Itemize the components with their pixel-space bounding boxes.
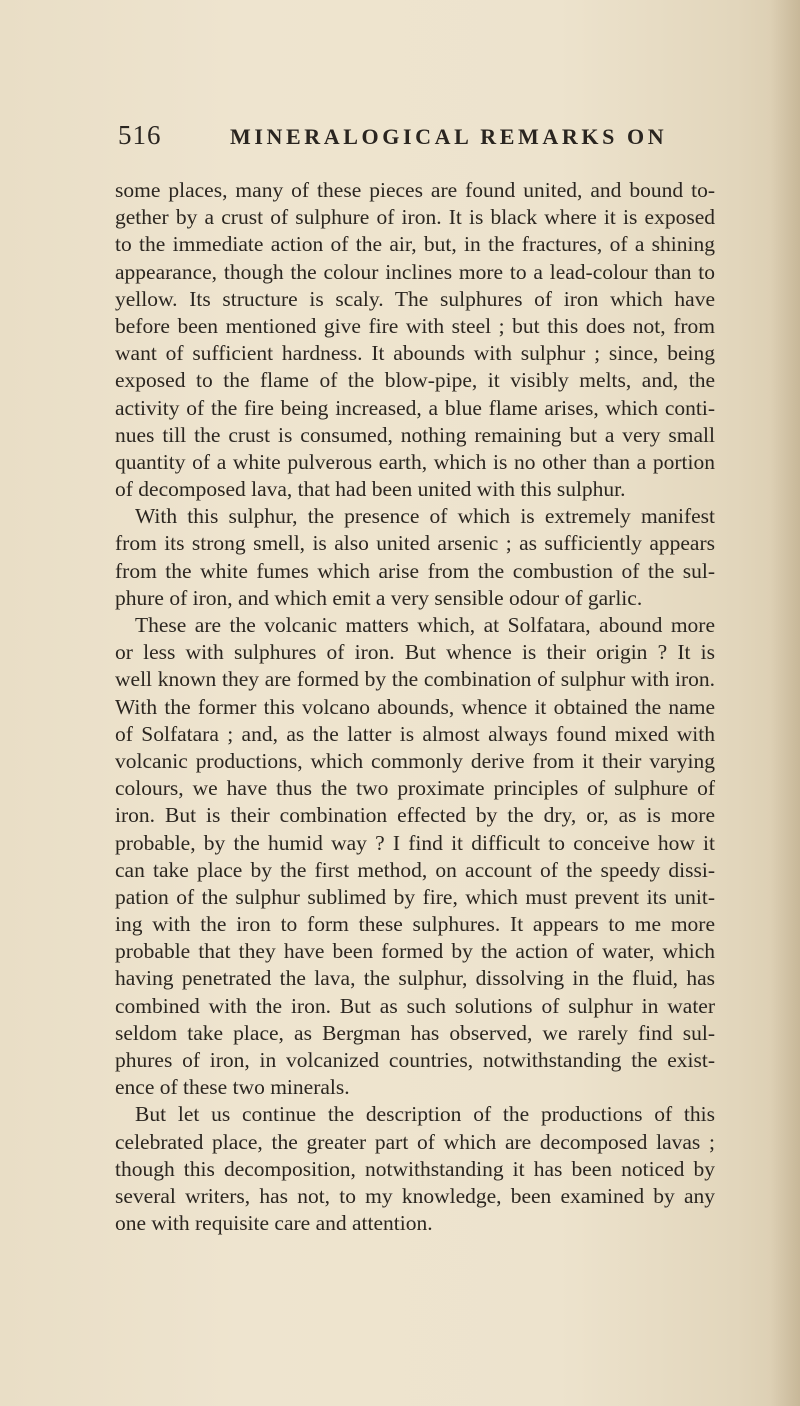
text-line: seldom take place, as Bergman has observed, we rarely find sul- bbox=[115, 1020, 715, 1045]
text-line: from the white fumes which arise from the combustion of the sul- bbox=[115, 558, 715, 583]
running-head bbox=[118, 120, 738, 160]
body-text bbox=[115, 177, 715, 1237]
text-line: volcanic productions, which commonly derive from it their varying bbox=[115, 748, 715, 773]
paragraph-2 bbox=[115, 503, 715, 612]
text-line: several writers, has not, to my knowledge, been examined by any bbox=[115, 1183, 715, 1208]
text-line: With the former this volcano abounds, whence it obtained the name bbox=[115, 694, 715, 719]
text-line: of Solfatara ; and, as the latter is almost always found mixed with bbox=[115, 721, 715, 746]
text-line: activity of the fire being increased, a blue flame arises, which conti- bbox=[115, 395, 715, 420]
text-line: some places, many of these pieces are found united, and bound to- bbox=[115, 178, 715, 202]
text-line: quantity of a white pulverous earth, which is no other than a portion bbox=[115, 449, 715, 474]
paragraph-3 bbox=[115, 612, 715, 1101]
text-line: can take place by the first method, on account of the speedy dissi- bbox=[115, 857, 715, 882]
text-line: These are the volcanic matters which, at Solfatara, abound more bbox=[135, 613, 715, 637]
text-line: appearance, though the colour inclines more to a lead-colour than to bbox=[115, 259, 715, 284]
text-line: to the immediate action of the air, but, in the fractures, of a shining bbox=[115, 232, 715, 257]
page-number: 516 bbox=[118, 120, 162, 150]
paragraph-1 bbox=[115, 177, 715, 503]
page-edge-shadow bbox=[770, 0, 800, 1406]
text-line: though this decomposition, notwithstanding it has been noticed by bbox=[115, 1156, 715, 1181]
text-line: want of sufficient hardness. It abounds with sulphur ; since, being bbox=[115, 341, 715, 366]
text-line: ence of these two minerals. bbox=[115, 1075, 350, 1100]
text-line: iron. But is their combination effected by the dry, or, as is more bbox=[115, 803, 715, 828]
text-line: having penetrated the lava, the sulphur, dissolving in the fluid, has bbox=[115, 966, 715, 991]
text-line: probable, by the humid way ? I find it difficult to conceive how it bbox=[115, 830, 715, 855]
text-line: phures of iron, in volcanized countries, notwithstanding the exist- bbox=[115, 1048, 715, 1072]
text-line: ing with the iron to form these sulphures. It appears to me more bbox=[115, 912, 715, 937]
text-line: or less with sulphures of iron. But whence is their origin ? It is bbox=[115, 640, 715, 665]
text-line: celebrated place, the greater part of which are decomposed lavas ; bbox=[115, 1129, 715, 1154]
text-line: colours, we have thus the two proximate principles of sulphure of bbox=[115, 776, 715, 801]
text-line: probable that they have been formed by the action of water, which bbox=[115, 939, 715, 964]
text-line: of decomposed lava, that had been united with this sulphur. bbox=[115, 477, 626, 502]
text-line: exposed to the flame of the blow-pipe, it visibly melts, and, the bbox=[115, 368, 715, 393]
text-line: pation of the sulphur sublimed by fire, which must prevent its unit- bbox=[115, 884, 715, 909]
text-line: combined with the iron. But as such solutions of sulphur in water bbox=[115, 993, 715, 1018]
paragraph-4 bbox=[115, 1101, 715, 1237]
text-line: from its strong smell, is also united arsenic ; as sufficiently appears bbox=[115, 531, 715, 556]
running-title: MINERALOGICAL REMARKS ON bbox=[230, 124, 668, 149]
text-line: one with requisite care and attention. bbox=[115, 1211, 433, 1236]
text-line: gether by a crust of sulphure of iron. It is black where it is exposed bbox=[115, 205, 715, 230]
text-line: well known they are formed by the combination of sulphur with iron. bbox=[115, 667, 715, 692]
text-line: With this sulphur, the presence of which is extremely manifest bbox=[135, 504, 715, 529]
text-line: But let us continue the description of the productions of this bbox=[135, 1102, 715, 1127]
text-line: nues till the crust is consumed, nothing remaining but a very small bbox=[115, 422, 715, 447]
text-line: phure of iron, and which emit a very sensible odour of garlic. bbox=[115, 585, 643, 610]
text-line: before been mentioned give fire with steel ; but this does not, from bbox=[115, 313, 715, 338]
text-line: yellow. Its structure is scaly. The sulphures of iron which have bbox=[115, 286, 715, 311]
